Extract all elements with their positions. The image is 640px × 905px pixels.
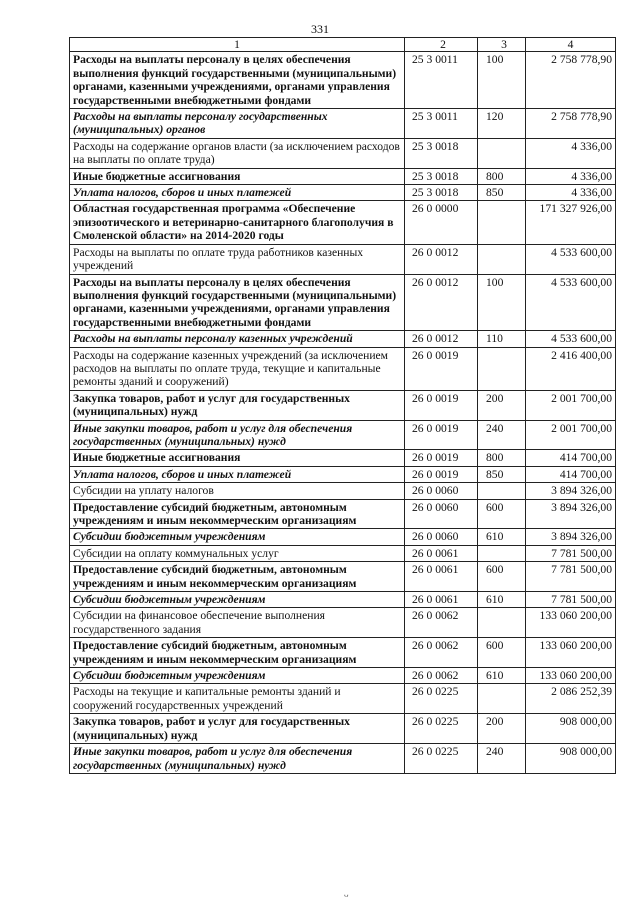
row-amount-cell: 7 781 500,00	[526, 562, 616, 592]
row-amount-cell: 171 327 926,00	[526, 201, 616, 244]
row-amount-cell: 133 060 200,00	[526, 638, 616, 668]
row-code-cell: 26 0 0019	[405, 390, 478, 420]
row-name-cell: Иные бюджетные ассигнования	[70, 450, 405, 466]
row-name-cell: Расходы на выплаты персоналу в целях обеспечения выполнения функций государственными (муниципальными) органами, казенными учреждениями, органами управления государственными внебюджетными фондами	[70, 52, 405, 109]
row-amount-cell: 2 416 400,00	[526, 347, 616, 390]
table-row	[70, 185, 616, 201]
table-row	[70, 608, 616, 638]
row-amount-cell: 3 894 326,00	[526, 499, 616, 529]
header-col-3: 3	[478, 38, 526, 52]
row-amount-cell: 414 700,00	[526, 450, 616, 466]
row-type-cell: 800	[478, 450, 526, 466]
row-code-cell: 25 3 0018	[405, 185, 478, 201]
row-type-cell: 240	[478, 420, 526, 450]
table-row	[70, 529, 616, 545]
row-code-cell: 26 0 0000	[405, 201, 478, 244]
row-amount-cell: 4 336,00	[526, 185, 616, 201]
row-code-cell: 26 0 0225	[405, 714, 478, 744]
row-name-cell: Расходы на выплаты персоналу казенных учреждений	[70, 331, 405, 347]
row-type-cell: 600	[478, 562, 526, 592]
row-code-cell: 26 0 0061	[405, 545, 478, 561]
table-row	[70, 274, 616, 331]
row-code-cell: 26 0 0060	[405, 483, 478, 499]
row-amount-cell: 414 700,00	[526, 466, 616, 482]
row-amount-cell: 2 001 700,00	[526, 390, 616, 420]
row-name-cell: Иные закупки товаров, работ и услуг для обеспечения государственных (муниципальных) нужд	[70, 744, 405, 774]
row-type-cell: 610	[478, 668, 526, 684]
row-amount-cell: 3 894 326,00	[526, 483, 616, 499]
row-name-cell: Предоставление субсидий бюджетным, автономным учреждениям и иным некоммерческим организациям	[70, 562, 405, 592]
row-code-cell: 26 0 0012	[405, 331, 478, 347]
row-amount-cell: 4 533 600,00	[526, 274, 616, 331]
table-row	[70, 638, 616, 668]
row-type-cell: 110	[478, 331, 526, 347]
row-amount-cell: 2 086 252,39	[526, 684, 616, 714]
row-name-cell: Субсидии на оплату коммунальных услуг	[70, 545, 405, 561]
row-code-cell: 26 0 0019	[405, 466, 478, 482]
table-row	[70, 668, 616, 684]
row-type-cell	[478, 684, 526, 714]
row-type-cell: 240	[478, 744, 526, 774]
row-amount-cell: 3 894 326,00	[526, 529, 616, 545]
row-type-cell	[478, 347, 526, 390]
row-amount-cell: 2 758 778,90	[526, 109, 616, 139]
row-name-cell: Расходы на содержание казенных учреждений (за исключением расходов на выплаты по оплате труда, текущие и капитальные ремонты зданий и сооружений)	[70, 347, 405, 390]
row-name-cell: Расходы на выплаты по оплате труда работников казенных учреждений	[70, 244, 405, 274]
table-row	[70, 684, 616, 714]
row-name-cell: Субсидии на уплату налогов	[70, 483, 405, 499]
row-name-cell: Субсидии бюджетным учреждениям	[70, 668, 405, 684]
row-name-cell: Расходы на содержание органов власти (за исключением расходов на выплаты по оплате труда)	[70, 138, 405, 168]
row-code-cell: 25 3 0011	[405, 109, 478, 139]
table-row	[70, 545, 616, 561]
row-type-cell: 610	[478, 529, 526, 545]
row-type-cell	[478, 608, 526, 638]
table-row	[70, 744, 616, 774]
row-amount-cell: 2 758 778,90	[526, 52, 616, 109]
row-name-cell: Расходы на выплаты персоналу государственных (муниципальных) органов	[70, 109, 405, 139]
table-row	[70, 390, 616, 420]
row-amount-cell: 7 781 500,00	[526, 545, 616, 561]
row-name-cell: Областная государственная программа «Обеспечение эпизоотического и ветеринарно-санитарного благополучия в Смоленской области» на 2014-2020 годы	[70, 201, 405, 244]
row-code-cell: 26 0 0062	[405, 638, 478, 668]
row-amount-cell: 133 060 200,00	[526, 608, 616, 638]
row-code-cell: 26 0 0019	[405, 420, 478, 450]
table-row	[70, 52, 616, 109]
row-code-cell: 26 0 0062	[405, 608, 478, 638]
table-row	[70, 450, 616, 466]
row-name-cell: Расходы на выплаты персоналу в целях обеспечения выполнения функций государственными (муниципальными) органами, казенными учреждениями, органами управления государственными внебюджетными фондами	[70, 274, 405, 331]
row-name-cell: Предоставление субсидий бюджетным, автономным учреждениям и иным некоммерческим организациям	[70, 638, 405, 668]
row-amount-cell: 2 001 700,00	[526, 420, 616, 450]
row-code-cell: 26 0 0019	[405, 347, 478, 390]
row-name-cell: Расходы на текущие и капитальные ремонты зданий и сооружений государственных учреждений	[70, 684, 405, 714]
row-type-cell: 850	[478, 185, 526, 201]
row-code-cell: 26 0 0012	[405, 274, 478, 331]
row-type-cell: 600	[478, 499, 526, 529]
row-amount-cell: 4 336,00	[526, 138, 616, 168]
row-amount-cell: 908 000,00	[526, 714, 616, 744]
row-amount-cell: 4 336,00	[526, 168, 616, 184]
row-code-cell: 26 0 0061	[405, 562, 478, 592]
row-name-cell: Иные закупки товаров, работ и услуг для обеспечения государственных (муниципальных) нужд	[70, 420, 405, 450]
row-type-cell: 100	[478, 52, 526, 109]
row-type-cell	[478, 201, 526, 244]
row-code-cell: 26 0 0019	[405, 450, 478, 466]
row-code-cell: 26 0 0062	[405, 668, 478, 684]
row-name-cell: Уплата налогов, сборов и иных платежей	[70, 466, 405, 482]
table-row	[70, 714, 616, 744]
row-type-cell: 850	[478, 466, 526, 482]
row-type-cell: 800	[478, 168, 526, 184]
row-type-cell	[478, 483, 526, 499]
row-type-cell: 600	[478, 638, 526, 668]
table-row	[70, 244, 616, 274]
row-name-cell: Предоставление субсидий бюджетным, автономным учреждениям и иным некоммерческим организациям	[70, 499, 405, 529]
table-row	[70, 562, 616, 592]
table-header-row	[70, 38, 616, 52]
header-col-4: 4	[526, 38, 616, 52]
row-amount-cell: 7 781 500,00	[526, 592, 616, 608]
row-code-cell: 25 3 0011	[405, 52, 478, 109]
row-code-cell: 26 0 0225	[405, 684, 478, 714]
row-type-cell: 100	[478, 274, 526, 331]
table-row	[70, 168, 616, 184]
table-row	[70, 331, 616, 347]
table-row	[70, 592, 616, 608]
row-amount-cell: 4 533 600,00	[526, 331, 616, 347]
row-type-cell: 200	[478, 390, 526, 420]
row-name-cell: Субсидии бюджетным учреждениям	[70, 592, 405, 608]
budget-table	[69, 37, 616, 774]
scan-mark: ᴗ	[344, 889, 349, 899]
row-code-cell: 26 0 0061	[405, 592, 478, 608]
table-row	[70, 138, 616, 168]
row-code-cell: 25 3 0018	[405, 138, 478, 168]
page-number: 331	[311, 22, 329, 36]
table-row	[70, 499, 616, 529]
row-type-cell	[478, 244, 526, 274]
table-row	[70, 466, 616, 482]
row-code-cell: 25 3 0018	[405, 168, 478, 184]
row-code-cell: 26 0 0225	[405, 744, 478, 774]
row-type-cell	[478, 138, 526, 168]
row-type-cell: 120	[478, 109, 526, 139]
row-code-cell: 26 0 0060	[405, 499, 478, 529]
row-code-cell: 26 0 0060	[405, 529, 478, 545]
row-type-cell: 200	[478, 714, 526, 744]
row-type-cell	[478, 545, 526, 561]
row-name-cell: Закупка товаров, работ и услуг для государственных (муниципальных) нужд	[70, 390, 405, 420]
header-col-1: 1	[70, 38, 405, 52]
row-name-cell: Субсидии на финансовое обеспечение выполнения государственного задания	[70, 608, 405, 638]
row-amount-cell: 4 533 600,00	[526, 244, 616, 274]
table-row	[70, 420, 616, 450]
row-type-cell: 610	[478, 592, 526, 608]
row-amount-cell: 133 060 200,00	[526, 668, 616, 684]
header-col-2: 2	[405, 38, 478, 52]
row-name-cell: Закупка товаров, работ и услуг для государственных (муниципальных) нужд	[70, 714, 405, 744]
row-name-cell: Субсидии бюджетным учреждениям	[70, 529, 405, 545]
table-row	[70, 201, 616, 244]
table-row	[70, 109, 616, 139]
row-name-cell: Уплата налогов, сборов и иных платежей	[70, 185, 405, 201]
table-row	[70, 347, 616, 390]
row-name-cell: Иные бюджетные ассигнования	[70, 168, 405, 184]
row-code-cell: 26 0 0012	[405, 244, 478, 274]
row-amount-cell: 908 000,00	[526, 744, 616, 774]
table-row	[70, 483, 616, 499]
